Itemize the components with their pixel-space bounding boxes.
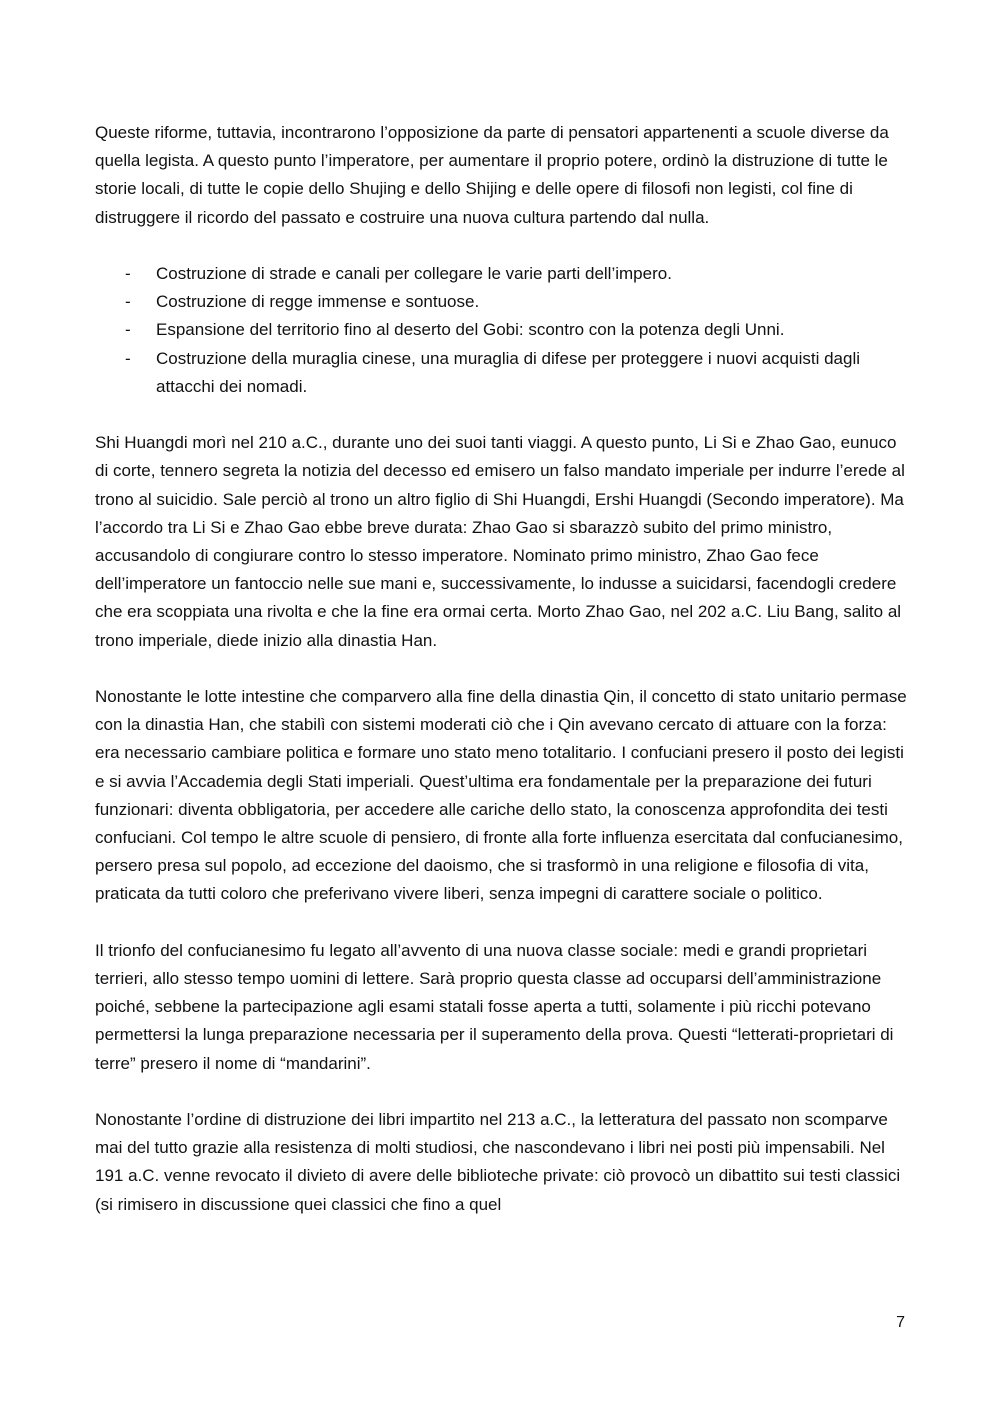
paragraph-dinastia-han: Nonostante le lotte intestine che comparvero alla fine della dinastia Qin, il concetto di stato unitario permase con la dinastia Han, che stabilì con sistemi moderati ciò che i Qin avevano cercato di attuare con la forza: era necessario cambiare politica e formare uno stato meno totalitario. I confuciani presero il posto dei legisti e si avvia l’Accademia degli Stati imperiali. Quest’ultima era fondamentale per la preparazione dei futuri funzionari: diventa obbligatoria, per accedere alle cariche dello stato, la conoscenza approfondita dei testi confuciani. Col tempo le altre scuole di pensiero, di fronte alla forte influenza esercitata dal confucianesimo, persero presa sul popolo, ad eccezione del daoismo, che si trasformò in una religione e filosofia di vita, praticata da tutti coloro che preferivano vivere liberi, senza impegni di carattere sociale o politico.: [95, 687, 907, 904]
list-item: [95, 316, 907, 344]
bullet-marker: -: [125, 320, 131, 340]
paragraph-riforme: Queste riforme, tuttavia, incontrarono l’opposizione da parte di pensatori appartenenti a scuole diverse da quella legista. A questo punto l’imperatore, per aumentare il proprio potere, ordinò la distruzione di tutte le storie locali, di tutte le copie dello Shujing e dello Shijing e delle opere di filosofi non legisti, col fine di distruggere il ricordo del passato e costruire una nuova cultura partendo dal nulla.: [95, 123, 889, 227]
paragraph-shi-huangdi: Shi Huangdi morì nel 210 a.C., durante uno dei suoi tanti viaggi. A questo punto, Li Si e Zhao Gao, eunuco di corte, tennero segreta la notizia del decesso ed emisero un falso mandato imperiale per indurre l’erede al trono al suicidio. Sale perciò al trono un altro figlio di Shi Huangdi, Ershi Huangdi (Secondo imperatore). Ma l’accordo tra Li Si e Zhao Gao ebbe breve durata: Zhao Gao si sbarazzò subito del primo ministro, accusandolo di congiurare contro lo stesso imperatore. Nominato primo ministro, Zhao Gao fece dell’imperatore un fantoccio nelle sue mani e, successivamente, lo indusse a suicidarsi, facendogli credere che era scoppiata una rivolta e che la fine era ormai certa. Morto Zhao Gao, nel 202 a.C. Liu Bang, salito al trono imperiale, diede inizio alla dinastia Han.: [95, 433, 905, 650]
list-item: [95, 345, 907, 401]
list-item-text: Costruzione di regge immense e sontuose.: [156, 292, 480, 312]
list-item-text: Espansione del territorio fino al deserto del Gobi: scontro con la potenza degli Unni.: [156, 320, 785, 340]
bullet-list: [95, 260, 907, 401]
list-item-text: Costruzione della muraglia cinese, una muraglia di difese per proteggere i nuovi acquisti dagli attacchi dei nomadi.: [156, 348, 861, 396]
list-item: [95, 260, 907, 288]
page-body: [95, 119, 907, 1247]
list-item: [95, 288, 907, 316]
bullet-marker: -: [125, 264, 131, 283]
bullet-marker: -: [125, 292, 131, 312]
page-number: 7: [896, 1314, 905, 1331]
paragraph-confucianesimo: Il trionfo del confucianesimo fu legato all’avvento di una nuova classe sociale: medi e grandi proprietari terrieri, allo stesso tempo uomini di lettere. Sarà proprio questa classe ad occuparsi dell’amministrazione poiché, sebbene la partecipazione agli esami statali fosse aperta a tutti, solamente i più ricchi potevano permettersi la lunga preparazione necessaria per il superamento della prova. Questi “letterati-proprietari di terre” presero il nome di “mandarini”.: [95, 940, 894, 1073]
paragraph-letteratura: Nonostante l’ordine di distruzione dei libri impartito nel 213 a.C., la letteratura del passato non scomparve mai del tutto grazie alla resistenza di molti studiosi, che nascondevano i libri nei posti più impensabili. Nel 191 a.C. venne revocato il divieto di avere delle biblioteche private: ciò provocò un dibattito sui testi classici (si rimisero in discussione quei classici che fino a quel: [95, 1110, 901, 1214]
list-item-text: Costruzione di strade e canali per collegare le varie parti dell’impero.: [156, 264, 672, 283]
bullet-marker: -: [125, 348, 131, 368]
